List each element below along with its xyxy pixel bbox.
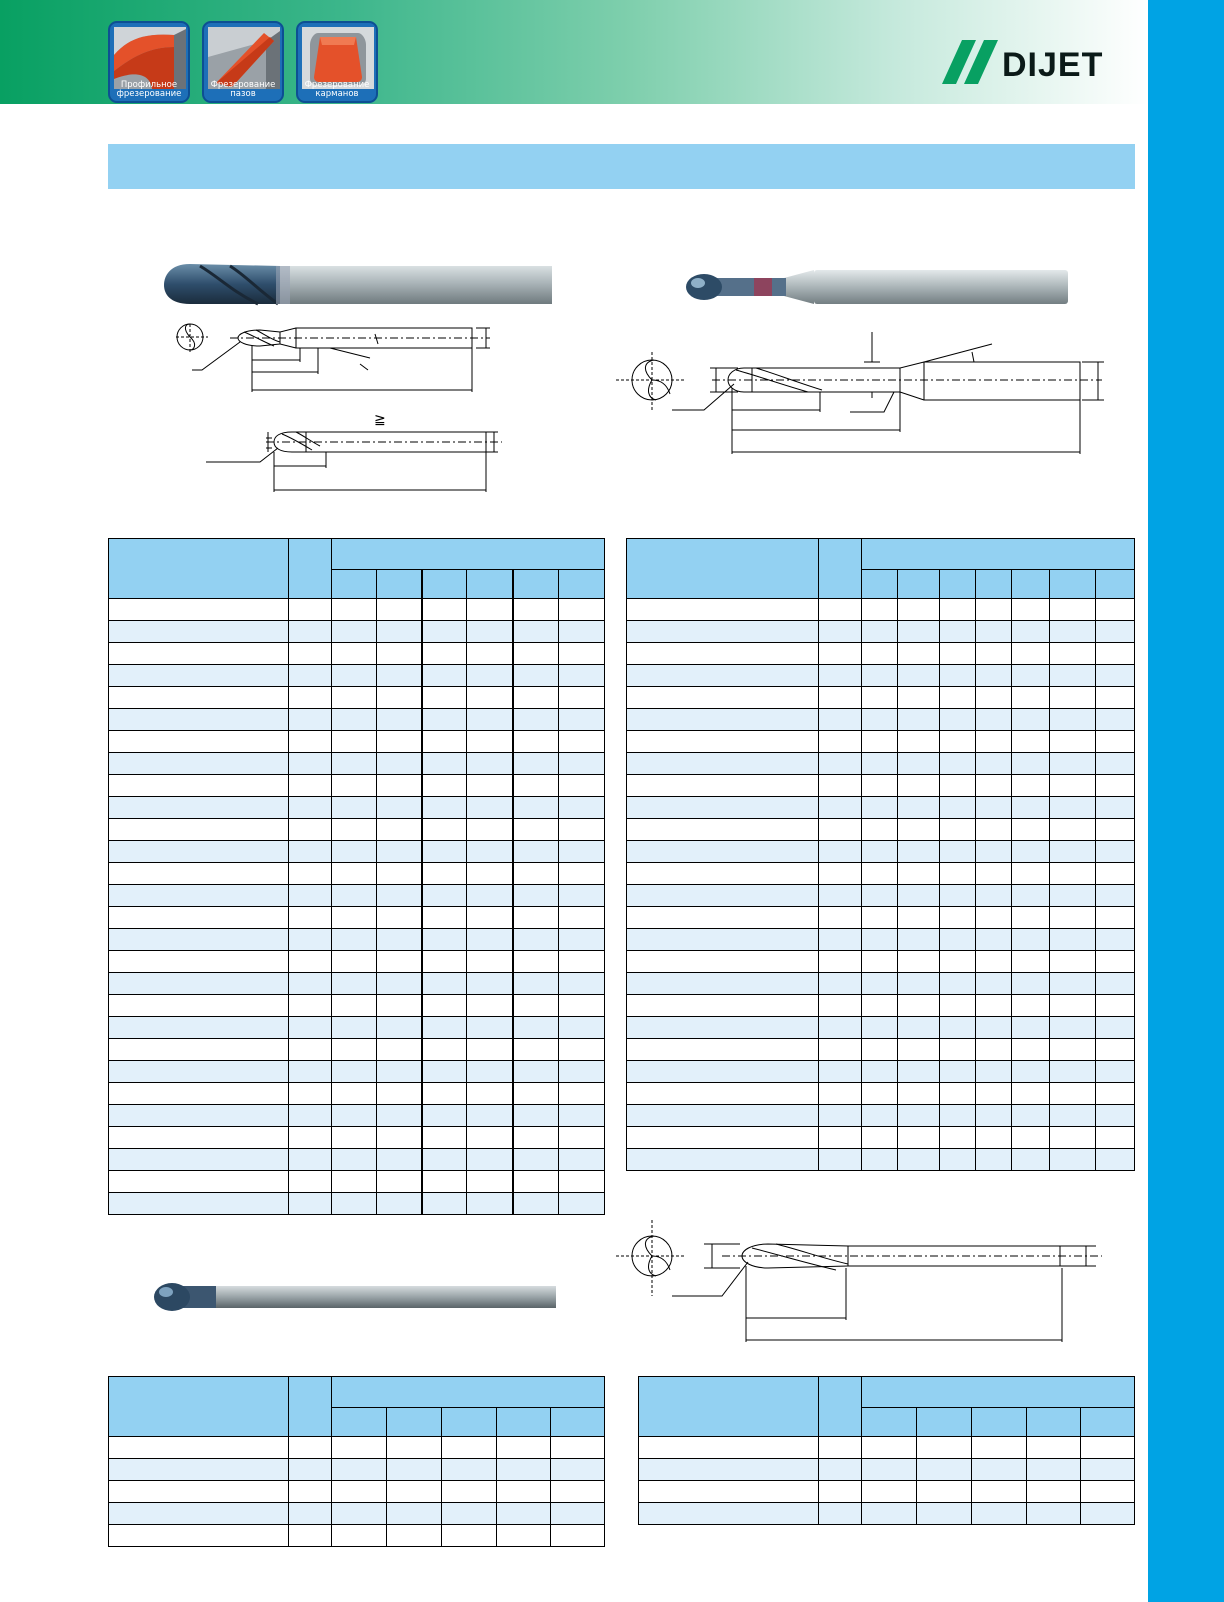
- table-row: [627, 753, 1135, 775]
- table-row: [109, 599, 605, 621]
- table-row: [627, 599, 1135, 621]
- table-row: [109, 973, 605, 995]
- table-header-row: [109, 539, 605, 570]
- table-row: [627, 995, 1135, 1017]
- table-row: [639, 1437, 1135, 1459]
- table-row: [627, 621, 1135, 643]
- table-row: [109, 1437, 605, 1459]
- badge-slot-milling: [202, 21, 284, 103]
- table-row: [627, 1083, 1135, 1105]
- table-row: [627, 731, 1135, 753]
- table-row: [109, 665, 605, 687]
- table-row: [109, 709, 605, 731]
- table-row: [627, 929, 1135, 951]
- spec-table-bottom-right: [638, 1376, 1135, 1525]
- end-mill-drawing-1: [160, 312, 500, 402]
- badge-profile-milling: [108, 21, 190, 103]
- table-row: [109, 1017, 605, 1039]
- table-row: [627, 643, 1135, 665]
- table-row: [627, 1105, 1135, 1127]
- table-row: [627, 973, 1135, 995]
- table-row: [627, 1039, 1135, 1061]
- table-row: [109, 1061, 605, 1083]
- end-mill-photo-3: [150, 1278, 560, 1316]
- table-header-row: [639, 1377, 1135, 1408]
- badge-label-line1: Фрезерование: [304, 80, 370, 90]
- table-row: [109, 1525, 605, 1547]
- badge-label-line2: пазов: [230, 89, 256, 99]
- table-row: [627, 907, 1135, 929]
- table-row: [109, 753, 605, 775]
- table-row: [627, 885, 1135, 907]
- table-row: [627, 797, 1135, 819]
- table-row: [627, 841, 1135, 863]
- title-bar: [108, 144, 1135, 189]
- end-mill-photo-1: [160, 258, 560, 310]
- badge-label-line2: карманов: [315, 89, 359, 99]
- end-mill-drawing-2: [206, 408, 506, 498]
- dijet-logo: [942, 40, 1134, 92]
- logo-text: DIJET: [1002, 46, 1104, 84]
- table-row: [109, 1503, 605, 1525]
- end-mill-photo-2: [684, 268, 1074, 308]
- table-row: [627, 1017, 1135, 1039]
- table-row: [639, 1459, 1135, 1481]
- badge-label-line2: фрезерование: [116, 89, 182, 99]
- table-row: [639, 1481, 1135, 1503]
- table-row: [109, 841, 605, 863]
- table-row: [109, 1193, 605, 1215]
- table-row: [109, 1105, 605, 1127]
- table-row: [109, 731, 605, 753]
- table-row: [627, 665, 1135, 687]
- spec-table-top-right: [626, 538, 1135, 1171]
- table-header-row: [627, 539, 1135, 570]
- table-row: [109, 1083, 605, 1105]
- table-row: [627, 819, 1135, 841]
- table-row: [109, 621, 605, 643]
- end-mill-drawing-4: [612, 1210, 1112, 1350]
- table-row: [109, 819, 605, 841]
- table-row: [627, 1149, 1135, 1171]
- table-row: [627, 951, 1135, 973]
- table-row: [109, 1171, 605, 1193]
- table-row: [109, 775, 605, 797]
- table-row: [109, 1127, 605, 1149]
- spec-table-bottom-left: [108, 1376, 605, 1547]
- table-row: [109, 995, 605, 1017]
- right-side-bar: [1148, 0, 1224, 1602]
- table-row: [109, 797, 605, 819]
- table-row: [627, 709, 1135, 731]
- table-row: [109, 863, 605, 885]
- table-row: [109, 1149, 605, 1171]
- end-mill-drawing-3: [612, 332, 1112, 472]
- table-row: [109, 643, 605, 665]
- table-row: [109, 951, 605, 973]
- table-row: [627, 1061, 1135, 1083]
- table-row: [109, 907, 605, 929]
- table-row: [109, 1481, 605, 1503]
- table-row: [109, 929, 605, 951]
- table-row: [627, 687, 1135, 709]
- ge-symbol: ≧: [374, 412, 386, 428]
- table-row: [109, 1039, 605, 1061]
- table-row: [109, 1459, 605, 1481]
- table-row: [627, 1127, 1135, 1149]
- table-header-row: [109, 1377, 605, 1408]
- badge-label-line1: Профильное: [120, 80, 178, 90]
- table-row: [109, 687, 605, 709]
- badge-label-line1: Фрезерование: [210, 80, 276, 90]
- table-row: [109, 885, 605, 907]
- table-row: [627, 863, 1135, 885]
- table-row: [627, 775, 1135, 797]
- logo-slashes-icon: [942, 40, 1002, 86]
- badge-pocket-milling: [296, 21, 378, 103]
- spec-table-top-left: [108, 538, 605, 1215]
- table-row: [639, 1503, 1135, 1525]
